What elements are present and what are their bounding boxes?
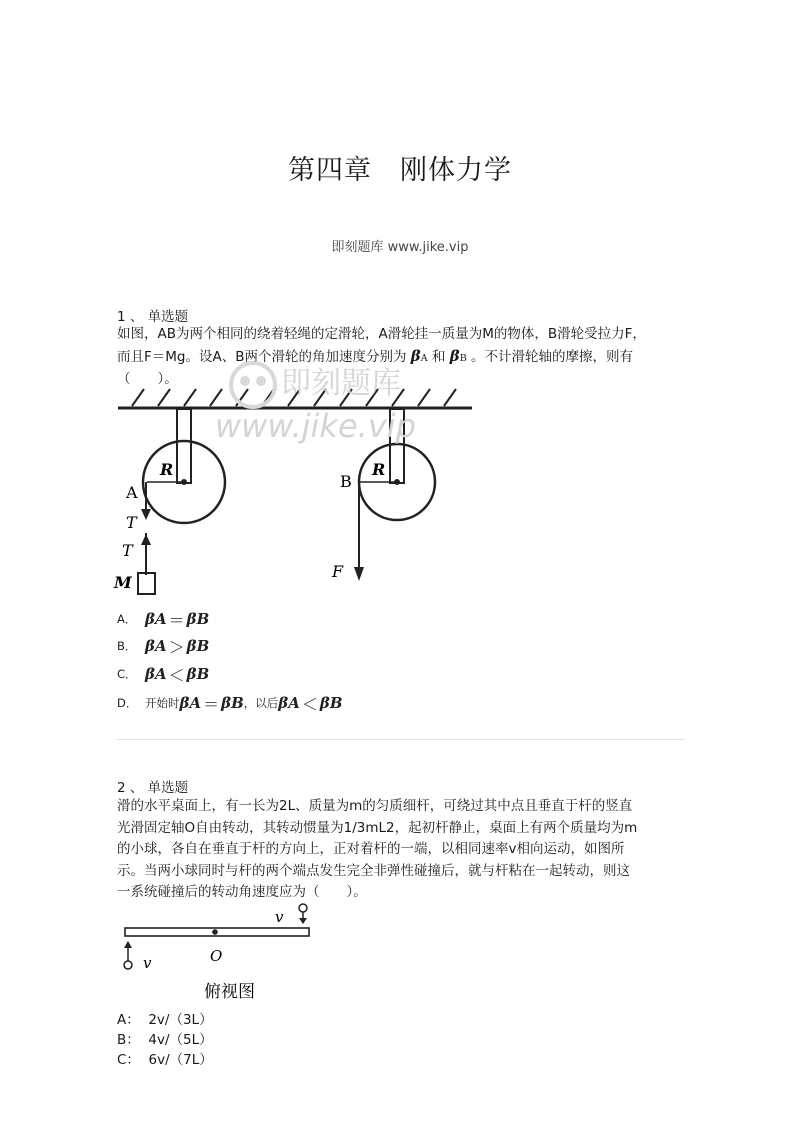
- axis-label: O: [210, 947, 223, 965]
- q1-line2-c: 。不计滑轮轴的摩擦，则有: [470, 348, 633, 365]
- ball-right: [299, 904, 307, 912]
- q1-option-a[interactable]: A． β A ＝ β B: [117, 610, 210, 630]
- velocity-label-left: v: [143, 954, 152, 972]
- page-title: 第四章 刚体力学: [288, 155, 512, 186]
- tension-top-label: T: [126, 513, 137, 532]
- q1-line2-b: 和: [431, 348, 446, 365]
- q2-line: 示。当两小球同时与杆的两个端点发生完全非弹性碰撞后，就与杆粘在一起转动，则这: [117, 862, 630, 879]
- q2-answer-a[interactable]: A： 2v/（3L）: [117, 1012, 213, 1028]
- rod-figure: [112, 902, 322, 1004]
- q2-line: 光滑固定轴O自由转动，其转动惯量为1/3mL2，起初杆静止，桌面上有两个质量均为m: [117, 819, 638, 836]
- q2-line: 滑的水平桌面上，有一长为2L、质量为m的匀质细杆，可绕过其中点且垂直于杆的竖直: [117, 798, 633, 814]
- q2-answer-b[interactable]: B： 4v/（5L）: [117, 1032, 213, 1048]
- q1-line1: 如图，AB为两个相同的绕着轻绳的定滑轮，A滑轮挂一质量为M的物体，B滑轮受拉力F，: [117, 326, 646, 342]
- radius-label-a: R: [160, 460, 174, 479]
- q1-line2-a: 而且F＝Mg。设A、B两个滑轮的角加速度分别为: [117, 348, 407, 365]
- q1-option-d[interactable]: D． 开始时 β A ＝ β B ，以后 β A ＜ β B: [117, 694, 343, 714]
- q1-line3: （ ）。: [117, 371, 178, 387]
- q2-answer-c[interactable]: C： 6v/（7L）: [117, 1052, 213, 1068]
- q2-stem: [117, 796, 689, 904]
- panda-logo-icon: [231, 363, 275, 407]
- watermark: [215, 345, 455, 445]
- watermark-text-1: 即刻题库: [281, 366, 401, 401]
- radius-label-b: R: [372, 460, 386, 479]
- q1-option-b[interactable]: B． β A ＞ β B: [117, 637, 210, 657]
- label-a: A: [126, 483, 138, 502]
- q2-header: 2 、 单选题: [117, 780, 189, 796]
- label-b: B: [340, 472, 352, 491]
- watermark-text-2: www.jike.vip: [215, 407, 416, 445]
- mass-label: M: [114, 573, 132, 592]
- beta-a-symbol: βA: [410, 346, 428, 365]
- source-line: 即刻题库 www.jike.vip: [331, 240, 469, 255]
- beta-b-symbol: βB: [449, 346, 467, 365]
- velocity-label-right: v: [275, 908, 284, 926]
- question-divider: [117, 739, 685, 740]
- tension-bottom-label: T: [122, 541, 133, 560]
- pulley-a: [113, 409, 225, 594]
- q1-header: 1 、 单选题: [117, 309, 189, 325]
- force-label: F: [332, 562, 344, 581]
- q2-line: 一系统碰撞后的转动角速度应为（ ）。: [117, 884, 367, 900]
- ball-left: [124, 961, 132, 969]
- q2-line: 的小球，各自在垂直于杆的方向上，正对着杆的一端，以相同速率v相向运动，如图所: [117, 841, 625, 857]
- q1-option-c[interactable]: C． β A ＜ β B: [117, 665, 210, 685]
- figure-caption: 俯视图: [204, 982, 255, 1002]
